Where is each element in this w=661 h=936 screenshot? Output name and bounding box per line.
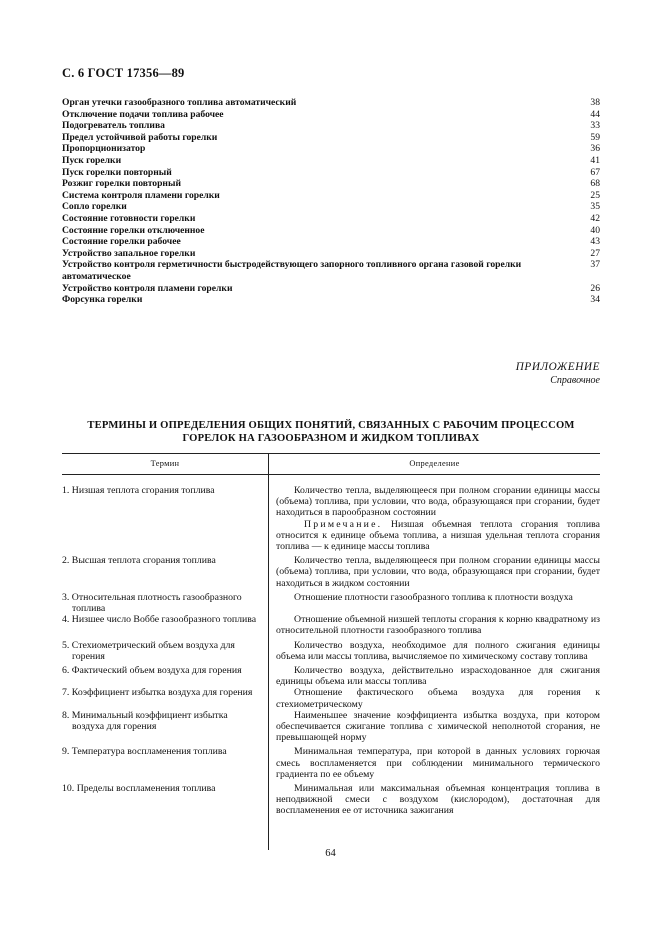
definition-cell [268, 783, 600, 817]
index-row [62, 120, 600, 132]
index-page: 40 [590, 224, 600, 236]
term-text: 4. Низшее число Воббе газообразного топлива [62, 614, 257, 626]
index-term: Отключение подачи топлива рабочее [62, 108, 224, 120]
index-page: 41 [590, 154, 600, 166]
table-row [62, 665, 600, 687]
term-text: 10. Пределы воспламенения топлива [62, 783, 216, 795]
index-row [62, 201, 600, 213]
index-term: Состояние горелки отключенное [62, 224, 205, 236]
index-page: 37 [590, 259, 600, 271]
index-row [62, 213, 600, 225]
definition-text: Минимальная или максимальная объемная концентрация топлива в неподвижной смеси с воздухом (кислородом), достаточная для воспламенения ее от источника зажигания [276, 783, 600, 817]
definition-cell [268, 746, 600, 780]
index-page: 35 [590, 201, 600, 213]
appendix-title: ПРИЛОЖЕНИЕ [515, 361, 600, 373]
definition-cell [268, 640, 600, 662]
definition-text: Отношение плотности газообразного топлива к плотности воздуха [294, 591, 573, 603]
index-page: 43 [590, 236, 600, 248]
term-text: 7. Коэффициент избытка воздуха для горения [62, 687, 253, 699]
index-row [62, 143, 600, 155]
term-cell [62, 485, 268, 552]
note-text: Низшая объемная теплота сгорания топлива относится к единице объема топлива, а низшая удельная теплота сгорания топлива — к единице массы топлива [276, 518, 600, 553]
table-row [62, 640, 600, 662]
definition-text: Минимальная температура, при которой в данных условиях горючая смесь воспламеняется при соблюдении минимального термического градиента по ее объему [276, 746, 600, 780]
index-page: 33 [590, 120, 600, 132]
index-page: 59 [590, 131, 600, 143]
index-term: Система контроля пламени горелки [62, 189, 220, 201]
index-row [62, 283, 600, 295]
term-cell [62, 783, 268, 817]
term-text: 2. Высшая теплота сгорания топлива [62, 555, 216, 567]
section-title-line-1: ТЕРМИНЫ И ОПРЕДЕЛЕНИЯ ОБЩИХ ПОНЯТИЙ, СВЯЗАННЫХ С РАБОЧИМ ПРОЦЕССОМ [87, 420, 575, 431]
index-row [62, 236, 600, 248]
index-term: Пропорционизатор [62, 143, 146, 155]
term-cell [62, 746, 268, 780]
index-page: 42 [590, 212, 600, 224]
page-header: С. 6 ГОСТ 17356—89 [62, 66, 185, 80]
appendix-subtitle: Справочное [550, 375, 600, 386]
index-row [62, 109, 600, 121]
index-row [62, 178, 600, 190]
table-header [62, 453, 600, 475]
term-text: 6. Фактический объем воздуха для горения [62, 665, 242, 677]
definition-cell [268, 687, 600, 709]
term-cell [62, 555, 268, 589]
term-cell [62, 614, 268, 636]
column-header-definition: Определение [409, 459, 460, 469]
term-cell [62, 640, 268, 662]
index-row [62, 259, 600, 282]
index-term: Форсунка горелки [62, 294, 143, 306]
appendix-label [516, 361, 600, 387]
index-row [62, 248, 600, 260]
table-row [62, 592, 600, 614]
definition-cell [268, 485, 600, 552]
terms-table [62, 453, 600, 817]
section-title [62, 420, 600, 445]
definition-cell [268, 592, 600, 614]
index-term: Розжиг горелки повторный [62, 178, 181, 190]
definition-cell [268, 555, 600, 589]
term-cell [62, 592, 268, 614]
definition-text: Количество воздуха, действительно израсходованное для сжигания единицы объема или массы топлива [276, 665, 600, 688]
table-row [62, 746, 600, 780]
index-page: 67 [590, 166, 600, 178]
definition-text: Наименьшее значение коэффициента избытка воздуха, при котором обеспечивается сжигание топлива с химической неполнотой сгорания, не превышающей норму [276, 709, 600, 744]
table-row [62, 687, 600, 709]
index-term: Подогреватель топлива [62, 120, 165, 132]
table-row [62, 485, 600, 552]
index-term: Сопло горелки [62, 201, 127, 213]
definition-cell [268, 614, 600, 636]
table-row [62, 614, 600, 636]
index-term: Устройство контроля пламени горелки [62, 282, 233, 294]
table-row [62, 710, 600, 744]
index-row [62, 190, 600, 202]
definition-cell [268, 665, 600, 687]
index-page: 38 [590, 97, 600, 108]
term-text: 9. Температура воспламенения топлива [62, 746, 227, 758]
index-row [62, 97, 600, 109]
definition-text: Количество тепла, выделяющееся при полном сгорании единицы массы (объема) топлива, при условии, что вода, образующаяся при сгорании, будет находиться в парообразном состоянии [276, 485, 600, 519]
index-term: Состояние готовности горелки [62, 212, 196, 224]
index-page: 26 [590, 282, 600, 294]
alphabetical-index [62, 97, 600, 306]
index-row [62, 294, 600, 306]
index-page: 27 [590, 247, 600, 259]
section-title-line-2: ГОРЕЛОК НА ГАЗООБРАЗНОМ И ЖИДКОМ ТОПЛИВАХ [182, 432, 480, 444]
term-cell [62, 665, 268, 687]
index-page: 68 [590, 178, 600, 190]
index-row [62, 155, 600, 167]
term-cell [62, 710, 268, 744]
index-term: Пуск горелки повторный [62, 166, 172, 178]
page-number: 64 [325, 848, 336, 859]
table-body [62, 475, 600, 817]
term-text: 3. Относительная плотность газообразного топлива [62, 591, 242, 615]
index-page: 36 [590, 143, 600, 155]
index-term: Пуск горелки [62, 154, 122, 166]
definition-text: Отношение фактического объема воздуха для горения к стехиометрическому [276, 687, 600, 710]
index-row [62, 167, 600, 179]
definition-cell [268, 710, 600, 744]
index-page: 34 [590, 294, 600, 306]
table-row [62, 555, 600, 589]
index-page: 44 [590, 108, 600, 120]
definition-text: Количество воздуха, необходимое для полного сжигания единицы объема или массы топлива, вычисляемое по химическому составу топлива [276, 639, 600, 662]
column-divider [268, 475, 269, 850]
column-header-term: Термин [62, 454, 269, 474]
definition-text: Количество тепла, выделяющееся при полном сгорании единицы массы (объема) топлива, при условии, что вода, образующаяся при сгорании, будет находиться в жидком состоянии [276, 555, 600, 589]
index-page: 25 [590, 189, 600, 201]
index-term: Орган утечки газообразного топлива автоматический [62, 97, 297, 108]
term-text: 8. Минимальный коэффициент избытка воздуха для горения [62, 709, 228, 733]
term-text: 5. Стехиометрический объем воздуха для горения [62, 639, 235, 662]
index-term: Состояние горелки рабочее [62, 236, 181, 248]
index-row [62, 225, 600, 237]
definition-note [276, 519, 600, 553]
index-term: Устройство запальное горелки [62, 247, 196, 259]
term-text: 1. Низшая теплота сгорания топлива [62, 485, 215, 496]
index-row [62, 132, 600, 144]
note-label: Примечание. [304, 518, 383, 530]
definition-text: Отношение объемной низшей теплоты сгорания к корню квадратному из относительной плотности газообразного топлива [276, 614, 600, 637]
term-cell [62, 687, 268, 709]
table-row [62, 783, 600, 817]
index-term: Устройство контроля герметичности быстродействующего запорного топливного органа газовой горелки автоматическое [62, 259, 522, 282]
index-term: Предел устойчивой работы горелки [62, 131, 218, 143]
